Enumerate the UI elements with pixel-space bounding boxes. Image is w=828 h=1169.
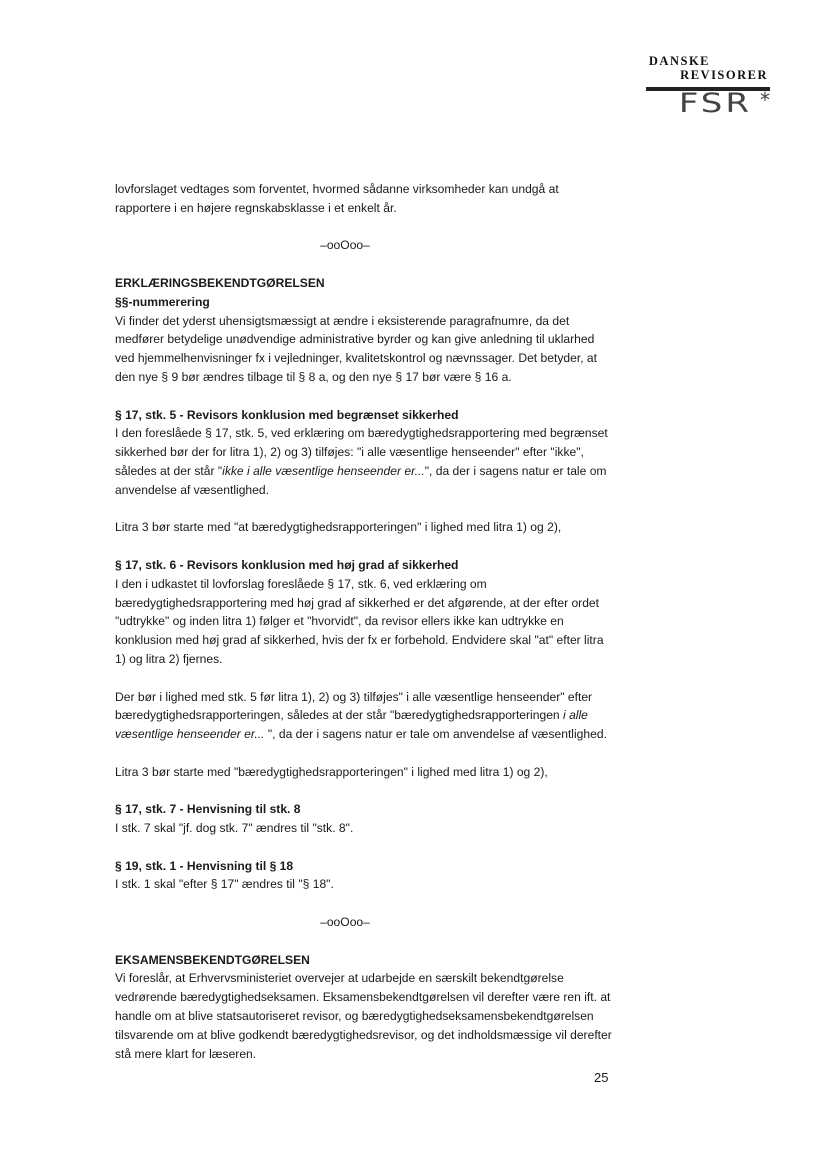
fsr-logo [640,50,770,130]
logo-line-revisorer: REVISORER [680,68,768,82]
paragraph-s17-stk6-b: Der bør i lighed med stk. 5 før litra 1), 2) og 3) tilføjes" i alle væsentlige henseender" efter bæredygtighedsrapporteringen, således at der står "bæredygtighedsrapporteringen i alle væsentlige henseender er... ", da der i sagens natur er tale om anvendelse af væsentlighed. [115,689,607,742]
section-heading-eksamen: EKSAMENSBEKENDTGØRELSEN [115,952,310,967]
subheading-nummerering: §§-nummerering [115,294,210,309]
paragraph-s17-stk5: I den foreslåede § 17, stk. 5, ved erklæring om bæredygtighedsrapportering med begrænset sikkerhed bør der for litra 1), 2) og 3) tilføjes: "i alle væsentlige henseender" efter "ikke", således at der står "ikke i alle væsentlige henseender er...", da der i sagens natur er tale om anvendelse af væsentlighed. [115,426,608,497]
section-separator: –ooOoo– [320,238,370,253]
subheading-s17-stk6: § 17, stk. 6 - Revisors konklusion med høj grad af sikkerhed [115,557,459,572]
page-number: 25 [594,1070,609,1085]
section-heading-erklaering: ERKLÆRINGSBEKENDTGØRELSEN [115,275,325,290]
logo-star: * [760,88,770,112]
paragraph-nummerering: Vi finder det yderst uhensigtsmæssigt at ændre i eksisterende paragrafnumre, da det medfører betydelige unødvendige administrative byrder og kan give anledning til uklarhed ved hjemmelhenvisninger fx i vejledninger, kvalitetskontrol og nævnssager. Det betyder, at den nye § 9 bør ændres tilbage til § 8 a, og den nye § 17 bør være § 16 a. [115,313,597,384]
document-body [115,180,615,1063]
subheading-s19-stk1: § 19, stk. 1 - Henvisning til § 18 [115,858,294,873]
paragraph-litra3-a: Litra 3 bør starte med "at bæredygtighedsrapporteringen" i lighed med litra 1) og 2), [115,520,562,535]
paragraph-intro: lovforslaget vedtages som forventet, hvormed sådanne virksomheder kan undgå at rapportere i en højere regnskabsklasse i et enkelt år. [115,182,559,215]
section-separator-2: –ooOoo– [320,915,370,930]
paragraph-eksamen: Vi foreslår, at Erhvervsministeriet overvejer at udarbejde en særskilt bekendtgørelse vedrørende bæredygtighedseksamen. Eksamensbekendtgørelsen vil derefter være ren ift. at handle om at blive statsautoriseret revisor, og bæredygtighedseksamensbekendtgørelsen tilsvarende om at blive godkendt bæredygtighedsrevisor, og det indholdsmæssige vil derefter stå mere klart for læseren. [115,971,612,1061]
paragraph-s19-stk1: I stk. 1 skal "efter § 17" ændres til "§ 18". [115,877,334,892]
paragraph-s17-stk7: I stk. 7 skal "jf. dog stk. 7" ændres til "stk. 8". [115,821,354,836]
logo-mark: FSR [678,88,752,120]
logo-line-danske: DANSKE [648,54,710,68]
paragraph-s17-stk6: I den i udkastet til lovforslag foreslåede § 17, stk. 6, ved erklæring om bæredygtighedsrapportering med høj grad af sikkerhed er det afgørende, at der efter ordet "udtrykke" og inden litra 1) følger et "hvorvidt", da revisor ellers ikke kan udtrykke en konklusion med høj grad af sikkerhed, hvis der fx er forbehold. Endvidere skal "at" efter litra 1) og litra 2) fjernes. [115,576,604,666]
subheading-s17-stk7: § 17, stk. 7 - Henvisning til stk. 8 [115,802,301,817]
subheading-s17-stk5: § 17, stk. 5 - Revisors konklusion med begrænset sikkerhed [115,407,459,422]
paragraph-litra3-b: Litra 3 bør starte med "bæredygtighedsrapporteringen" i lighed med litra 1) og 2), [115,764,548,779]
